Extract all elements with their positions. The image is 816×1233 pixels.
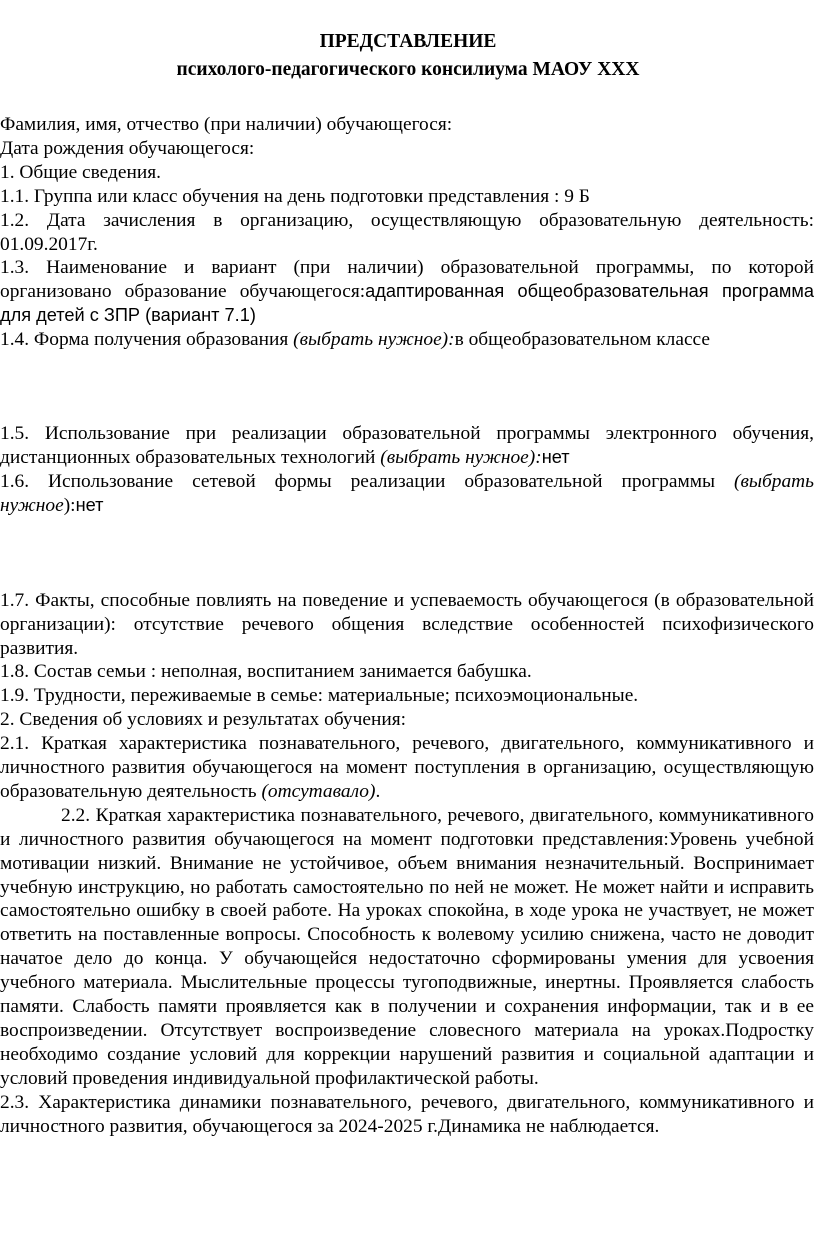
item-1-7: 1.7. Факты, способные повлиять на поведение и успеваемость обучающегося (в образовательной организации): отсутствие речевого общения вследствие особенностей психофизического развития.	[0, 589, 814, 659]
item-1-4	[0, 328, 814, 352]
item-2-1	[0, 732, 814, 804]
item-1-2: 1.2. Дата зачисления в организацию, осуществляющую образовательную деятельность: 01.09.2017г.	[0, 209, 814, 255]
blank-space	[0, 518, 814, 589]
item-2-1-note: (отсутавало)	[261, 780, 376, 802]
birth-date-field: Дата рождения обучающегося:	[0, 137, 255, 159]
item-1-1: 1.1. Группа или класс обучения на день подготовки представления : 9 Б	[0, 185, 590, 207]
document-subtitle: психолого-педагогического консилиума МАОУ ХХХ	[176, 59, 640, 80]
item-1-5-label: 1.5. Использование при реализации образовательной программы электронного обучения, дистанционных образовательных технологий	[0, 423, 814, 468]
item-1-3-value: адаптированная общеобразовательная программа для детей с ЗПР (вариант 7.1)	[0, 281, 815, 326]
blank-space	[0, 352, 814, 422]
document-body	[0, 113, 814, 1139]
item-1-6-hint: (выбрать нужное	[0, 470, 814, 516]
item-1-5	[0, 422, 814, 470]
item-1-4-label: 1.4. Форма получения образования	[0, 329, 294, 351]
item-2-1-end: .	[375, 780, 381, 802]
fio-field: Фамилия, имя, отчество (при наличии) обучающегося:	[0, 114, 453, 135]
section-1-heading: 1. Общие сведения.	[0, 161, 162, 183]
document-title: ПРЕДСТАВЛЕНИЕ	[319, 31, 497, 52]
item-1-4-value: в общеобразовательном классе	[454, 329, 711, 351]
item-2-2: 2.2. Краткая характеристика познавательного, речевого, двигательного, коммуникативного и личностного развития обучающегося на момент подготовки представления:Уровень учебной мотивации низкий. Внимание не устойчивое, объем внимания незначительный. Воспринимает учебную инструкцию, но работать самостоятельно по ней не может. Не может найти и исправить самостоятельно ошибку в своей работе. На уроках спокойна, в ходе урока не участвует, не может ответить на поставленные вопросы. Способность к волевому усилию снижена, часто не доводит начатое дело до конца. У обучающейся недостаточно сформированы умения для усвоения учебного материала. Мыслительные процессы тугоподвижные, инертны. Проявляется слабость памяти. Слабость памяти проявляется как в получении и сохранения информации, так и в ее воспроизведении. Отсутствует воспроизведение словесного материала на уроках.Подростку необходимо создание условий для коррекции нарушений развития и социальной адаптации и условий проведения индивидуальной профилактической работы.	[0, 804, 814, 1089]
section-2-heading: 2. Сведения об условиях и результатах обучения:	[0, 709, 407, 731]
item-1-9: 1.9. Трудности, переживаемые в семье: материальные; психоэмоциональные.	[0, 685, 639, 707]
item-1-5-hint: (выбрать нужное):	[380, 446, 542, 468]
item-1-3	[0, 256, 814, 328]
item-1-5-value: нет	[541, 446, 570, 467]
item-1-6-tail: ):	[63, 494, 76, 516]
item-2-3: 2.3. Характеристика динамики познавательного, речевого, двигательного, коммуникативного и личностного развития, обучающегося за 2024-2025 г.Динамика не наблюдается.	[0, 1091, 814, 1137]
item-2-1-text: 2.1. Краткая характеристика познавательного, речевого, двигательного, коммуникативного и личностного развития обучающегося на момент поступления в организацию, осуществляющую образовательную деятельность	[0, 733, 814, 802]
item-1-3-label: 1.3. Наименование и вариант (при наличии) образовательной программы, по которой организовано образование обучающегося:	[0, 257, 814, 303]
item-1-8: 1.8. Состав семьи : неполная, воспитанием занимается бабушка.	[0, 661, 532, 683]
item-1-4-hint: (выбрать нужное):	[293, 329, 455, 351]
item-1-6-value: нет	[75, 494, 104, 515]
item-1-6-label: 1.6. Использование сетевой формы реализации образовательной программы	[0, 470, 735, 492]
item-1-6	[0, 470, 814, 518]
